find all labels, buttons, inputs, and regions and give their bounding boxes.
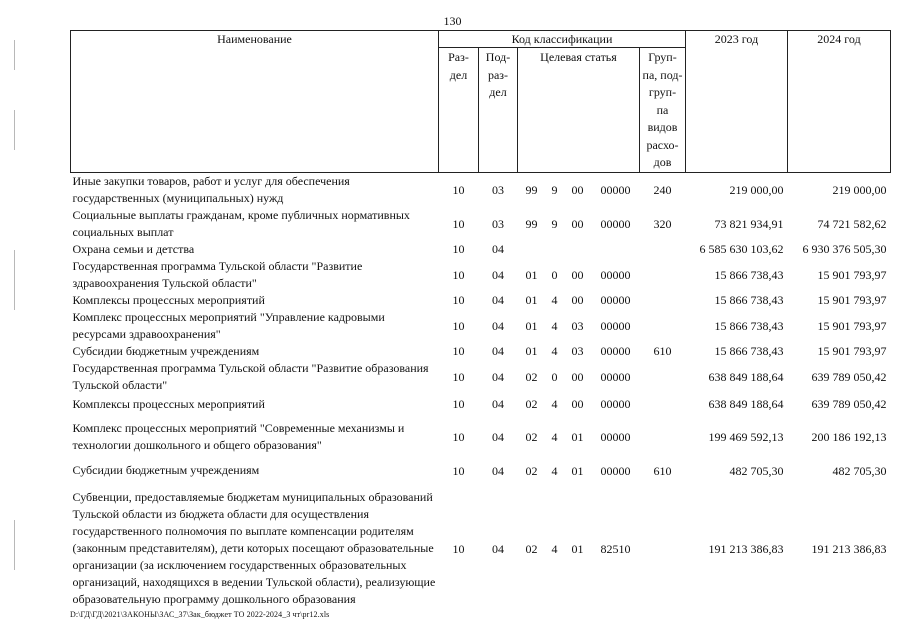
row-target-direction: 00000 [600, 182, 631, 197]
row-amount-2024: 191 213 386,83 [811, 541, 887, 556]
row-target-program: 99 [525, 216, 538, 231]
row-expense-group [640, 258, 686, 292]
row-target-program: 02 [525, 369, 538, 384]
row-target-event: 03 [571, 344, 584, 358]
row-section: 10 [452, 397, 465, 411]
row-amount-2023: 15 866 738,43 [714, 344, 784, 358]
row-target-event [564, 241, 592, 258]
row-amount-2024: 639 789 050,42 [811, 369, 887, 384]
row-amount-2023: 6 585 630 103,62 [699, 242, 784, 256]
row-subsection: 03 [492, 216, 504, 231]
row-target-program: 01 [525, 318, 538, 333]
row-section: 10 [452, 267, 465, 282]
row-target-event: 03 [571, 318, 584, 333]
row-target-program: 02 [525, 430, 538, 444]
row-target-direction [592, 241, 640, 258]
row-amount-2023: 482 705,30 [729, 463, 784, 478]
row-target-program: 02 [525, 541, 538, 556]
row-expense-group [640, 415, 686, 460]
row-subsection: 04 [492, 293, 504, 307]
row-expense-group: 610 [653, 344, 672, 358]
header-year-2024: 2024 год [788, 31, 891, 173]
header-name: Наименование [71, 31, 439, 173]
header-code-group: Код классификации [439, 31, 686, 48]
row-amount-2023: 638 849 188,64 [708, 397, 784, 411]
row-target-event: 00 [571, 182, 584, 197]
row-target-event: 01 [571, 430, 584, 444]
row-section: 10 [452, 293, 465, 307]
row-target-program: 01 [525, 293, 538, 307]
table-row [71, 309, 891, 343]
table-row [71, 241, 891, 258]
table-row [71, 394, 891, 415]
row-amount-2023: 73 821 934,91 [714, 216, 784, 231]
row-amount-2024: 15 901 793,97 [817, 344, 887, 358]
row-amount-2024: 639 789 050,42 [811, 397, 887, 411]
row-target-direction: 00000 [600, 463, 631, 478]
row-amount-2023: 199 469 592,13 [708, 430, 784, 444]
row-expense-group [640, 241, 686, 258]
row-target-subprogram: 4 [551, 430, 558, 444]
row-expense-group [640, 309, 686, 343]
table-row [71, 415, 891, 460]
row-section: 10 [452, 182, 465, 197]
row-name: Комплекс процессных мероприятий "Управление кадровыми ресурсами здравоохранения" [72, 309, 385, 341]
row-target-event: 00 [571, 293, 584, 307]
row-target-program: 01 [525, 267, 538, 282]
row-subsection: 04 [492, 369, 504, 384]
row-name: Субвенции, предоставляемые бюджетам муниципальных образований Тульской области из бюджета области для осуществления государственного полномочия по выплате компенсации родителям (законным представителям), дети которых посещают образовательные организации (за исключением государственных образовательных организаций, находящихся в ведении Тульской области), реализующие образовательную программу дошкольного образования [72, 490, 436, 606]
row-name: Комплексы процессных мероприятий [72, 292, 265, 307]
row-target-direction: 00000 [600, 369, 631, 384]
table-row [71, 292, 891, 309]
row-target-direction: 00000 [600, 216, 631, 231]
row-target-direction: 00000 [600, 430, 631, 444]
table-row [71, 482, 891, 616]
row-subsection: 04 [492, 463, 504, 478]
row-target-subprogram: 4 [551, 293, 558, 307]
row-amount-2024: 15 901 793,97 [817, 293, 887, 307]
row-target-direction: 82510 [600, 541, 631, 556]
row-expense-group [640, 292, 686, 309]
row-subsection: 04 [492, 430, 504, 444]
row-target-subprogram: 4 [551, 541, 558, 556]
row-amount-2023: 191 213 386,83 [708, 541, 784, 556]
row-target-event: 00 [571, 397, 584, 411]
row-target-subprogram: 4 [551, 318, 558, 333]
row-expense-group [640, 394, 686, 415]
row-amount-2023: 15 866 738,43 [714, 318, 784, 333]
row-name: Субсидии бюджетным учреждениям [72, 463, 260, 477]
row-target-event: 01 [571, 463, 584, 478]
row-target-subprogram: 9 [551, 216, 558, 231]
row-amount-2023: 638 849 188,64 [708, 369, 784, 384]
row-target-subprogram: 4 [551, 397, 558, 411]
row-target-direction: 00000 [600, 397, 631, 411]
header-year-2023: 2023 год [686, 31, 788, 173]
row-name: Государственная программа Тульской области "Развитие здравоохранения Тульской области" [72, 258, 363, 290]
row-section: 10 [452, 369, 465, 384]
table-row [71, 360, 891, 394]
row-subsection: 04 [492, 242, 504, 256]
row-section: 10 [452, 318, 465, 333]
row-section: 10 [452, 216, 465, 231]
row-target-direction: 00000 [600, 344, 631, 358]
row-name: Комплекс процессных мероприятий "Современные механизмы и технологии дошкольного и общего образования" [72, 421, 405, 452]
budget-table [70, 30, 891, 616]
row-amount-2024: 15 901 793,97 [817, 267, 887, 282]
row-name: Комплексы процессных мероприятий [72, 396, 265, 411]
row-target-event: 01 [571, 541, 584, 556]
row-target-program: 99 [525, 182, 538, 197]
table-row [71, 258, 891, 292]
table-row [71, 460, 891, 482]
footer-file-path: D:\ГД\ГД\2021\ЗАКОНЫ\ЗАС_37\Зак_бюджет ТО 2022-2024_3 чт\pr12.xls [70, 610, 330, 619]
row-subsection: 04 [492, 267, 504, 282]
row-target-subprogram: 0 [551, 369, 558, 384]
row-target-subprogram: 9 [551, 182, 558, 197]
table-row [71, 207, 891, 241]
row-name: Государственная программа Тульской области "Развитие образования Тульской области" [72, 360, 429, 392]
row-name: Субсидии бюджетным учреждениям [72, 343, 260, 358]
row-subsection: 03 [492, 182, 504, 197]
row-amount-2023: 15 866 738,43 [714, 293, 784, 307]
row-expense-group [640, 360, 686, 394]
row-expense-group: 320 [653, 216, 672, 231]
header-target-article: Целевая статья [518, 48, 640, 173]
row-amount-2024: 482 705,30 [832, 463, 887, 478]
row-amount-2024: 15 901 793,97 [817, 318, 887, 333]
header-subsection: Под- раз- дел [479, 48, 518, 173]
row-amount-2023: 15 866 738,43 [714, 267, 784, 282]
row-expense-group [640, 482, 686, 616]
row-expense-group: 610 [653, 463, 672, 478]
row-section: 10 [452, 463, 465, 478]
row-name: Иные закупки товаров, работ и услуг для обеспечения государственных (муниципальных) нужд [72, 173, 350, 205]
header-expense-group: Груп- па, под- груп- па видов расхо- дов [640, 48, 686, 173]
row-target-subprogram: 4 [551, 463, 558, 478]
row-amount-2023: 219 000,00 [729, 182, 784, 197]
row-section: 10 [452, 242, 465, 256]
row-name: Социальные выплаты гражданам, кроме публичных нормативных социальных выплат [72, 207, 410, 239]
row-section: 10 [452, 344, 465, 358]
row-amount-2024: 6 930 376 505,30 [802, 242, 887, 256]
row-target-direction: 00000 [600, 318, 631, 333]
row-target-program [518, 241, 546, 258]
row-target-subprogram: 0 [551, 267, 558, 282]
header-section: Раз- дел [439, 48, 479, 173]
row-amount-2024: 219 000,00 [832, 182, 887, 197]
row-target-subprogram [546, 241, 564, 258]
row-expense-group: 240 [653, 182, 672, 197]
row-target-program: 01 [525, 344, 538, 358]
row-section: 10 [452, 430, 465, 444]
scan-margin-mark [14, 110, 15, 150]
row-name: Охрана семьи и детства [72, 241, 195, 256]
row-amount-2024: 200 186 192,13 [811, 430, 887, 444]
row-target-event: 00 [571, 267, 584, 282]
row-amount-2024: 74 721 582,62 [817, 216, 887, 231]
table-row [71, 343, 891, 360]
row-subsection: 04 [492, 397, 504, 411]
row-target-event: 00 [571, 369, 584, 384]
table-row [71, 172, 891, 207]
row-target-direction: 00000 [600, 293, 631, 307]
page-number: 130 [443, 14, 462, 28]
row-target-program: 02 [525, 463, 538, 478]
row-target-subprogram: 4 [551, 344, 558, 358]
row-subsection: 04 [492, 318, 504, 333]
row-target-program: 02 [525, 397, 538, 411]
scan-margin-mark [14, 250, 15, 310]
row-section: 10 [452, 541, 465, 556]
scan-margin-mark [14, 520, 15, 570]
row-subsection: 04 [492, 541, 504, 556]
row-subsection: 04 [492, 344, 504, 358]
scan-margin-mark [14, 40, 15, 70]
row-target-direction: 00000 [600, 267, 631, 282]
row-target-event: 00 [571, 216, 584, 231]
table-body [71, 172, 891, 616]
